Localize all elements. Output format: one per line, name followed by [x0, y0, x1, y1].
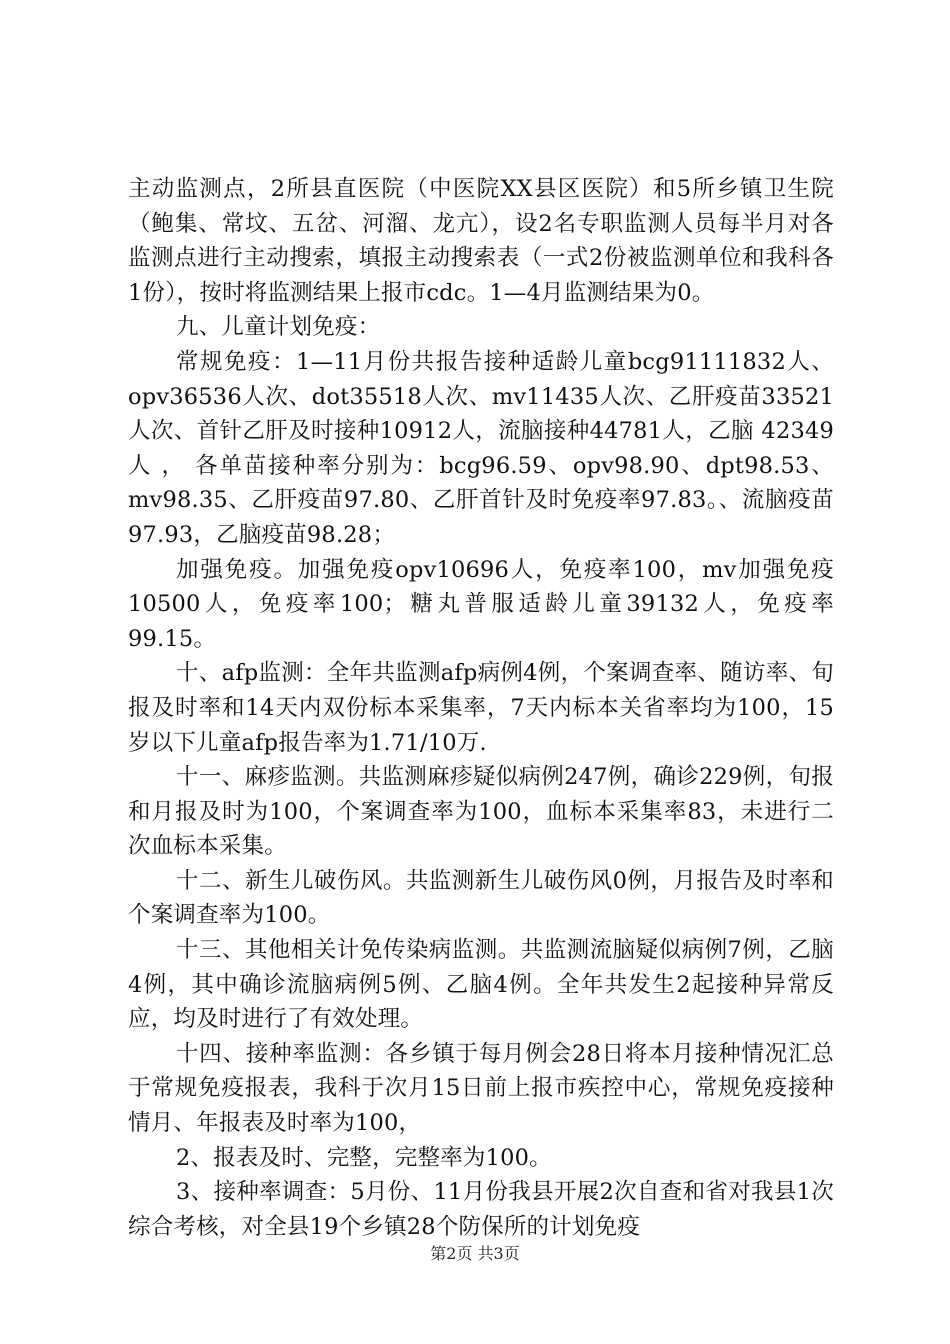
document-body	[128, 172, 834, 1244]
page-footer: 第2页 共3页	[430, 1244, 520, 1263]
paragraph-5: 十、afp监测：全年共监测afp病例4例，个案调查率、随访率、旬报及时率和14天内双份标本采集率，7天内标本关省率均为100，15岁以下儿童afp报告率为1.71/10万.	[128, 660, 834, 756]
paragraph-3: 常规免疫：1—11月份共报告接种适龄儿童bcg91111832人、opv36536人次、dot35518人次、mv11435人次、乙肝疫苗33521人次、首针乙肝及时接种10912人，流脑接种44781人，乙脑 42349 人 ， 各单苗接种率分别为：bcg96.59、opv98.90、dpt98.53、mv98.35、乙肝疫苗97.80、乙肝首针及时免疫率97.83。、流脑疫苗97.93，乙脑疫苗98.28；	[128, 348, 834, 548]
paragraph-10: 2、报表及时、完整，完整率为100。	[176, 1144, 552, 1171]
paragraph-7: 十二、新生儿破伤风。共监测新生儿破伤风0例，月报告及时率和个案调查率为100。	[128, 867, 834, 929]
paragraph-8: 十三、其他相关计免传染病监测。共监测流脑疑似病例7例，乙脑4例，其中确诊流脑病例5例、乙脑4例。全年共发生2起接种异常反应，均及时进行了有效处理。	[128, 937, 834, 1033]
paragraph-1: 主动监测点，2所县直医院（中医院XX县区医院）和5所乡镇卫生院（鲍集、常坟、五岔、河溜、龙亢），设2名专职监测人员每半月对各监测点进行主动搜索，填报主动搜索表（一式2份被监测单位和我科各1份），按时将监测结果上报市cdc。1—4月监测结果为0。	[128, 176, 834, 306]
paragraph-11: 3、接种率调查：5月份、11月份我县开展2次自查和省对我县1次综合考核，对全县19个乡镇28个防保所的计划免疫	[128, 1179, 834, 1240]
paragraph-4: 加强免疫。加强免疫opv10696人，免疫率100，mv加强免疫10500人，免疫率100；糖丸普服适龄儿童39132人，免疫率99.15。	[128, 556, 834, 652]
paragraph-6: 十一、麻疹监测。共监测麻疹疑似病例247例，确诊229例，旬报和月报及时为100，个案调查率为100，血标本采集率83，未进行二次血标本采集。	[128, 764, 834, 860]
paragraph-9: 十四、接种率监测：各乡镇于每月例会28日将本月接种情况汇总于常规免疫报表，我科于次月15日前上报市疾控中心，常规免疫接种情月、年报表及时率为100，	[128, 1040, 834, 1137]
paragraph-2: 九、儿童计划免疫：	[176, 314, 381, 341]
